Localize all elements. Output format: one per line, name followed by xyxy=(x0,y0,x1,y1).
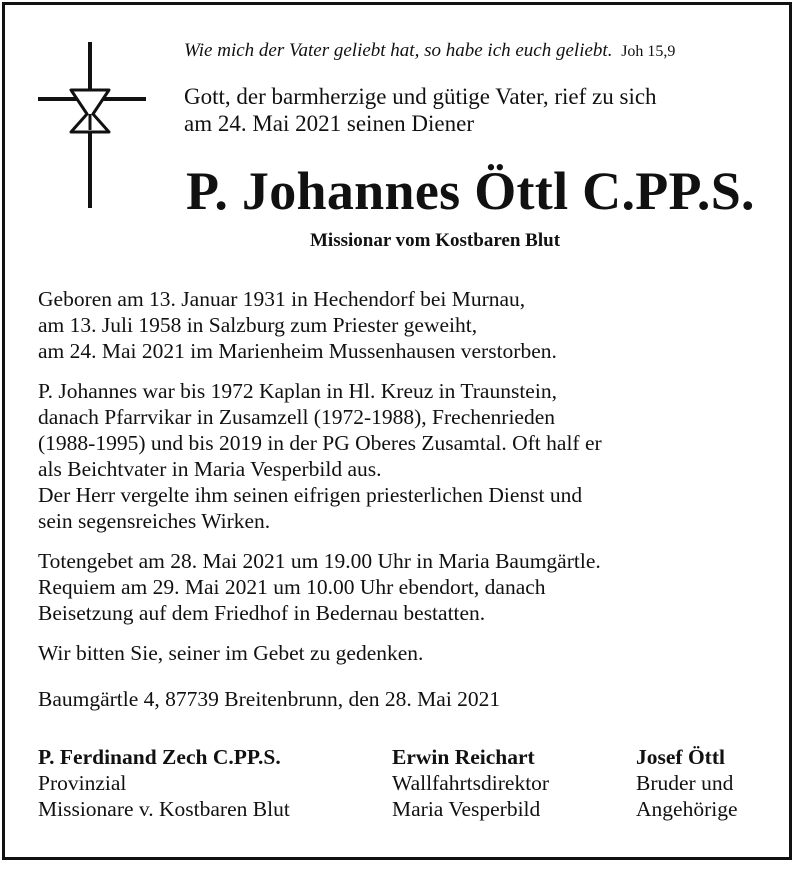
cross-chalice-icon xyxy=(38,42,146,208)
quote-text: Wie mich der Vater geliebt hat, so habe ich euch geliebt. xyxy=(184,40,613,61)
signatory-role: Wallfahrtsdirektor xyxy=(392,771,550,795)
career-line: (1988-1995) und bis 2019 in der PG Oberes Zusamtal. Oft half er xyxy=(38,431,602,455)
signatory-org: Angehörige xyxy=(636,797,738,821)
prayer-request xyxy=(38,640,778,666)
signatory-1 xyxy=(38,744,290,822)
signatory-role: Provinzial xyxy=(38,771,127,795)
signatory-3 xyxy=(636,744,738,822)
service-line: Beisetzung auf dem Friedhof in Bedernau bestatten. xyxy=(38,601,486,625)
address-date: Baumgärtle 4, 87739 Breitenbrunn, den 28. Mai 2021 xyxy=(38,687,501,711)
notice-body xyxy=(38,286,778,680)
signatory-org: Maria Vesperbild xyxy=(392,797,541,821)
service-line: Requiem am 29. Mai 2021 um 10.00 Uhr ebendort, danach xyxy=(38,575,546,599)
career-line: danach Pfarrvikar in Zusamzell (1972-1988), Frechenrieden xyxy=(38,405,555,429)
signatory-name: Josef Öttl xyxy=(636,745,725,769)
deceased-name: P. Johannes Öttl C.PP.S. xyxy=(186,161,755,221)
born-line: Geboren am 13. Januar 1931 in Hechendorf bei Murnau, xyxy=(38,287,526,311)
services-paragraph xyxy=(38,548,778,626)
prayer-line: Wir bitten Sie, seiner im Gebet zu gedenken. xyxy=(38,641,424,665)
ordained-line: am 13. Juli 1958 in Salzburg zum Priester geweiht, xyxy=(38,313,478,337)
died-line: am 24. Mai 2021 im Marienheim Mussenhausen verstorben. xyxy=(38,339,557,363)
signatory-2 xyxy=(392,744,549,822)
career-line: Der Herr vergelte ihm seinen eifrigen priesterlichen Dienst und xyxy=(38,483,583,507)
career-line: als Beichtvater in Maria Vesperbild aus. xyxy=(38,457,382,481)
quote-reference: Joh 15,9 xyxy=(621,43,676,60)
life-dates xyxy=(38,286,778,364)
intro-line: Gott, der barmherzige und gütige Vater, rief zu sich xyxy=(184,84,657,109)
career-paragraph xyxy=(38,378,778,534)
signatory-name: P. Ferdinand Zech C.PP.S. xyxy=(38,745,281,769)
intro-text xyxy=(184,83,774,137)
signatory-org: Missionare v. Kostbaren Blut xyxy=(38,797,290,821)
career-line: sein segensreiches Wirken. xyxy=(38,509,271,533)
service-line: Totengebet am 28. Mai 2021 um 19.00 Uhr in Maria Baumgärtle. xyxy=(38,549,601,573)
signatory-name: Erwin Reichart xyxy=(392,745,535,769)
bible-quote xyxy=(184,40,675,62)
deceased-subtitle: Missionar vom Kostbaren Blut xyxy=(310,230,561,251)
career-line: P. Johannes war bis 1972 Kaplan in Hl. Kreuz in Traunstein, xyxy=(38,379,557,403)
signatory-role: Bruder und xyxy=(636,771,734,795)
intro-line: am 24. Mai 2021 seinen Diener xyxy=(184,111,474,136)
